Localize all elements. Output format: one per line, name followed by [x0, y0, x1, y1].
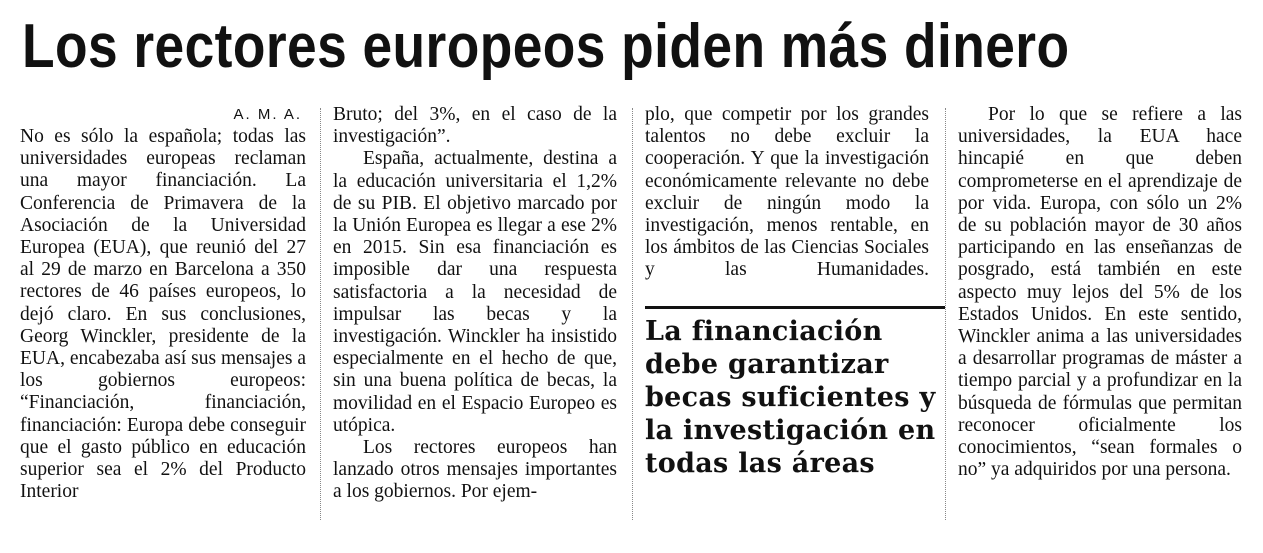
- column-divider: [632, 108, 634, 520]
- article-paragraph: plo, que competir por los grandes talentos no debe excluir la cooperación. Y que la investigación económicamente relevante no debe excluir de ningún modo la investigación, menos rentable, en los ámbitos de las Ciencias Sociales y las Humanidades.: [645, 104, 929, 281]
- article-paragraph: No es sólo la española; todas las universidades europeas reclaman una mayor financiación. La Conferencia de Primavera de la Asociación de la Universidad Europea (EUA), que reunió del 27 al 29 de marzo en Barcelona a 350 rectores de 46 países europeos, lo dejó claro. En sus conclusiones, Georg Winckler, presidente de la EUA, encabezaba así sus mensajes a los gobiernos europeos: “Financiación, financiación, financiación: Europa debe conseguir que el gasto público en educación superior sea el 2% del Producto Interior: [20, 126, 306, 503]
- article-paragraph: España, actualmente, destina a la educación universitaria el 1,2% de su PIB. El objetivo marcado por la Unión Europea es llegar a ese 2% en 2015. Sin esa financiación es imposible dar una respuesta satisfactoria a la necesidad de impulsar las becas y la investigación. Winckler ha insistido especialmente en el hecho de que, sin una buena política de becas, la movilidad en el Espacio Europeo es utópica.: [333, 148, 617, 436]
- article-paragraph: Por lo que se refiere a las universidades, la EUA hace hincapié en que deben comprometerse en el aprendizaje de por vida. Europa, con sólo un 2% de su población mayor de 30 años participando en las enseñanzas de posgrado, está también en este aspecto muy lejos del 5% de los Estados Unidos. En este sentido, Winckler anima a las universidades a desarrollar programas de máster a tiempo parcial y a profundizar en la búsqueda de fórmulas que permitan reconocer oficialmente los conocimientos, “sean formales o no” ya adquiridos por una persona.: [958, 104, 1242, 481]
- column-divider: [320, 108, 322, 520]
- column-divider: [945, 108, 947, 520]
- headline: Los rectores europeos piden más dinero: [22, 12, 1070, 81]
- article-column-2: [333, 104, 617, 504]
- article-column-1: [20, 104, 306, 503]
- byline: A. M. A.: [233, 106, 302, 123]
- article-paragraph: Bruto; del 3%, en el caso de la investigación”.: [333, 104, 617, 148]
- article-column-4: [958, 104, 1242, 481]
- pull-quote: La financiación debe garantizar becas suficientes y la investigación en todas las áreas: [645, 306, 945, 480]
- article-column-3: [645, 104, 929, 282]
- article-paragraph: Los rectores europeos han lanzado otros mensajes importantes a los gobiernos. Por ejem-: [333, 437, 617, 503]
